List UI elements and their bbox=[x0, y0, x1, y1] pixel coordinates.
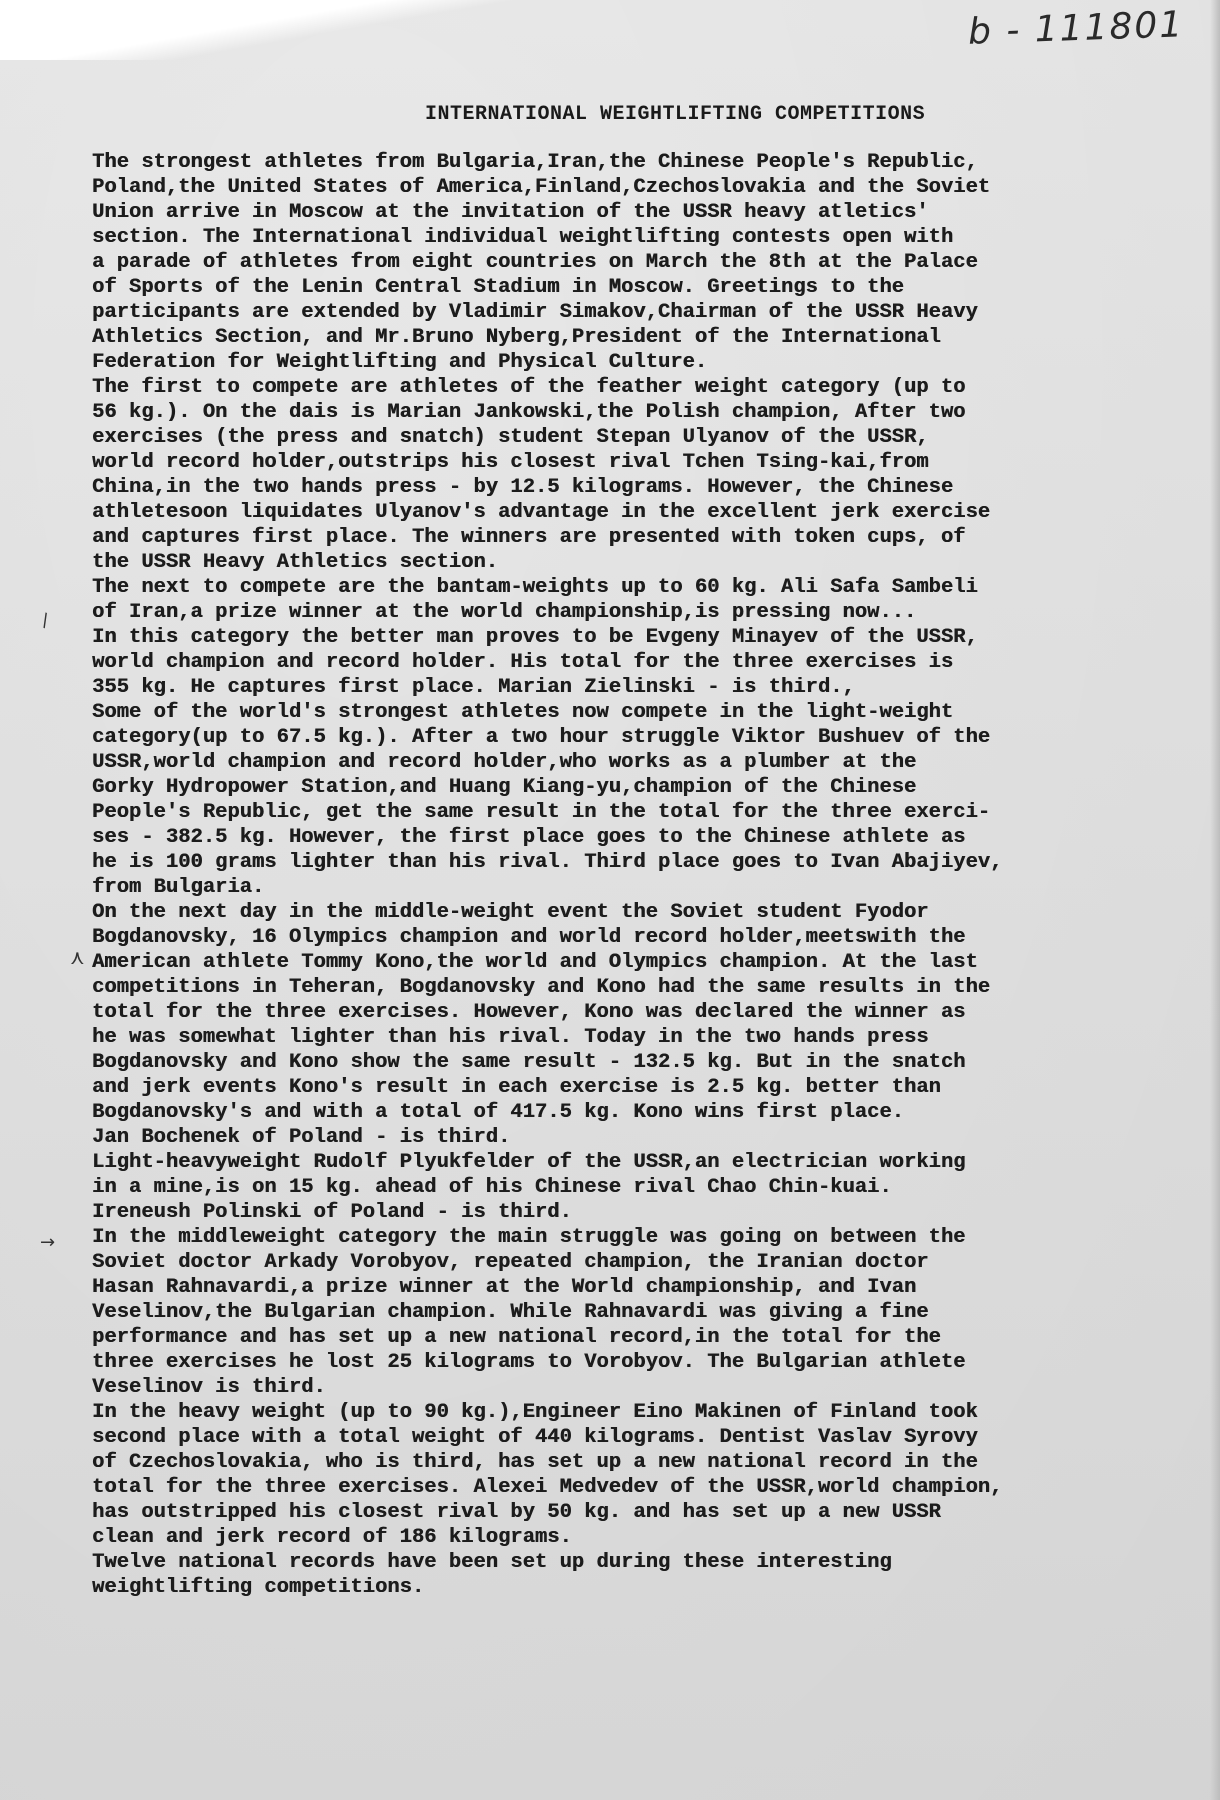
text-line: ses - 382.5 kg. However, the first place goes to the Chinese athlete as bbox=[92, 826, 966, 849]
text-line: American athlete Tommy Kono,the world and Olympics champion. At the last bbox=[92, 951, 978, 974]
text-line: Light-heavyweight Rudolf Plyukfelder of the USSR,an electrician working bbox=[92, 1151, 966, 1174]
text-line: athletesoon liquidates Ulyanov's advantage in the excellent jerk exercise bbox=[92, 501, 991, 524]
text-line: The next to compete are the bantam-weights up to 60 kg. Ali Safa Sambeli bbox=[92, 576, 978, 599]
text-line: competitions in Teheran, Bogdanovsky and Kono had the same results in the bbox=[92, 976, 991, 999]
text-line: Jan Bochenek of Poland - is third. bbox=[92, 1126, 511, 1149]
text-line: Soviet doctor Arkady Vorobyov, repeated champion, the Iranian doctor bbox=[92, 1251, 929, 1274]
text-line: in a mine,is on 15 kg. ahead of his Chinese rival Chao Chin-kuai. bbox=[92, 1176, 892, 1199]
text-line: performance and has set up a new national record,in the total for the bbox=[92, 1326, 941, 1349]
text-line: Union arrive in Moscow at the invitation of the USSR heavy atletics' bbox=[92, 201, 929, 224]
text-line: USSR,world champion and record holder,who works as a plumber at the bbox=[92, 751, 917, 774]
text-line: China,in the two hands press - by 12.5 kilograms. However, the Chinese bbox=[92, 476, 954, 499]
text-line: second place with a total weight of 440 kilograms. Dentist Vaslav Syrovy bbox=[92, 1426, 978, 1449]
text-line: exercises (the press and snatch) student Stepan Ulyanov of the USSR, bbox=[92, 426, 929, 449]
text-line: participants are extended by Vladimir Simakov,Chairman of the USSR Heavy bbox=[92, 301, 978, 324]
text-line: Gorky Hydropower Station,and Huang Kiang-yu,champion of the Chinese bbox=[92, 776, 917, 799]
text-line: he is 100 grams lighter than his rival. Third place goes to Ivan Abajiyev, bbox=[92, 851, 1003, 874]
text-line: 355 kg. He captures first place. Marian Zielinski - is third., bbox=[92, 676, 855, 699]
text-line: three exercises he lost 25 kilograms to Vorobyov. The Bulgarian athlete bbox=[92, 1351, 966, 1374]
text-line: Athletics Section, and Mr.Bruno Nyberg,President of the International bbox=[92, 326, 941, 349]
text-line: Veselinov is third. bbox=[92, 1376, 326, 1399]
text-line: In this category the better man proves to be Evgeny Minayev of the USSR, bbox=[92, 626, 978, 649]
document-body bbox=[92, 150, 1220, 1600]
text-line: section. The International individual weightlifting contests open with bbox=[92, 226, 954, 249]
text-line: Bogdanovsky, 16 Olympics champion and world record holder,meetswith the bbox=[92, 926, 966, 949]
text-line: world champion and record holder. His total for the three exercises is bbox=[92, 651, 954, 674]
text-line: and jerk events Kono's result in each exercise is 2.5 kg. better than bbox=[92, 1076, 941, 1099]
text-line: Twelve national records have been set up during these interesting bbox=[92, 1551, 892, 1574]
text-line: Veselinov,the Bulgarian champion. While Rahnavardi was giving a fine bbox=[92, 1301, 929, 1324]
archive-reference-number: b - 111801 bbox=[967, 4, 1185, 53]
document-title: INTERNATIONAL WEIGHTLIFTING COMPETITIONS bbox=[425, 103, 926, 126]
text-line: Poland,the United States of America,Finland,Czechoslovakia and the Soviet bbox=[92, 176, 991, 199]
text-line: The first to compete are athletes of the feather weight category (up to bbox=[92, 376, 966, 399]
margin-mark: ⋏ bbox=[70, 945, 85, 969]
text-line: a parade of athletes from eight countries on March the 8th at the Palace bbox=[92, 251, 978, 274]
text-line: of Czechoslovakia, who is third, has set up a new national record in the bbox=[92, 1451, 978, 1474]
text-line: Some of the world's strongest athletes now compete in the light-weight bbox=[92, 701, 954, 724]
text-line: Federation for Weightlifting and Physical Culture. bbox=[92, 351, 708, 374]
text-line: People's Republic, get the same result in the total for the three exerci- bbox=[92, 801, 991, 824]
text-line: Ireneush Polinski of Poland - is third. bbox=[92, 1201, 572, 1224]
text-line: world record holder,outstrips his closest rival Tchen Tsing-kai,from bbox=[92, 451, 929, 474]
margin-mark: \ bbox=[37, 609, 53, 632]
text-line: of Sports of the Lenin Central Stadium in Moscow. Greetings to the bbox=[92, 276, 904, 299]
text-line: weightlifting competitions. bbox=[92, 1576, 425, 1599]
text-line: category(up to 67.5 kg.). After a two hour struggle Viktor Bushuev of the bbox=[92, 726, 991, 749]
text-line: total for the three exercises. However, Kono was declared the winner as bbox=[92, 1001, 966, 1024]
text-line: and captures first place. The winners are presented with token cups, of bbox=[92, 526, 966, 549]
text-line: the USSR Heavy Athletics section. bbox=[92, 551, 498, 574]
text-line: has outstripped his closest rival by 50 kg. and has set up a new USSR bbox=[92, 1501, 941, 1524]
text-line: Hasan Rahnavardi,a prize winner at the World championship, and Ivan bbox=[92, 1276, 917, 1299]
text-line: In the heavy weight (up to 90 kg.),Engineer Eino Makinen of Finland took bbox=[92, 1401, 978, 1424]
text-line: Bogdanovsky and Kono show the same result - 132.5 kg. But in the snatch bbox=[92, 1051, 966, 1074]
text-line: total for the three exercises. Alexei Medvedev of the USSR,world champion, bbox=[92, 1476, 1003, 1499]
text-line: Bogdanovsky's and with a total of 417.5 kg. Kono wins first place. bbox=[92, 1101, 904, 1124]
text-line: of Iran,a prize winner at the world championship,is pressing now... bbox=[92, 601, 917, 624]
text-line: 56 kg.). On the dais is Marian Jankowski,the Polish champion, After two bbox=[92, 401, 966, 424]
text-line: The strongest athletes from Bulgaria,Iran,the Chinese People's Republic, bbox=[92, 151, 978, 174]
text-line: from Bulgaria. bbox=[92, 876, 265, 899]
text-line: In the middleweight category the main struggle was going on between the bbox=[92, 1226, 966, 1249]
text-line: he was somewhat lighter than his rival. Today in the two hands press bbox=[92, 1026, 929, 1049]
text-line: clean and jerk record of 186 kilograms. bbox=[92, 1526, 572, 1549]
margin-mark: → bbox=[40, 1232, 56, 1253]
text-line: On the next day in the middle-weight event the Soviet student Fyodor bbox=[92, 901, 929, 924]
